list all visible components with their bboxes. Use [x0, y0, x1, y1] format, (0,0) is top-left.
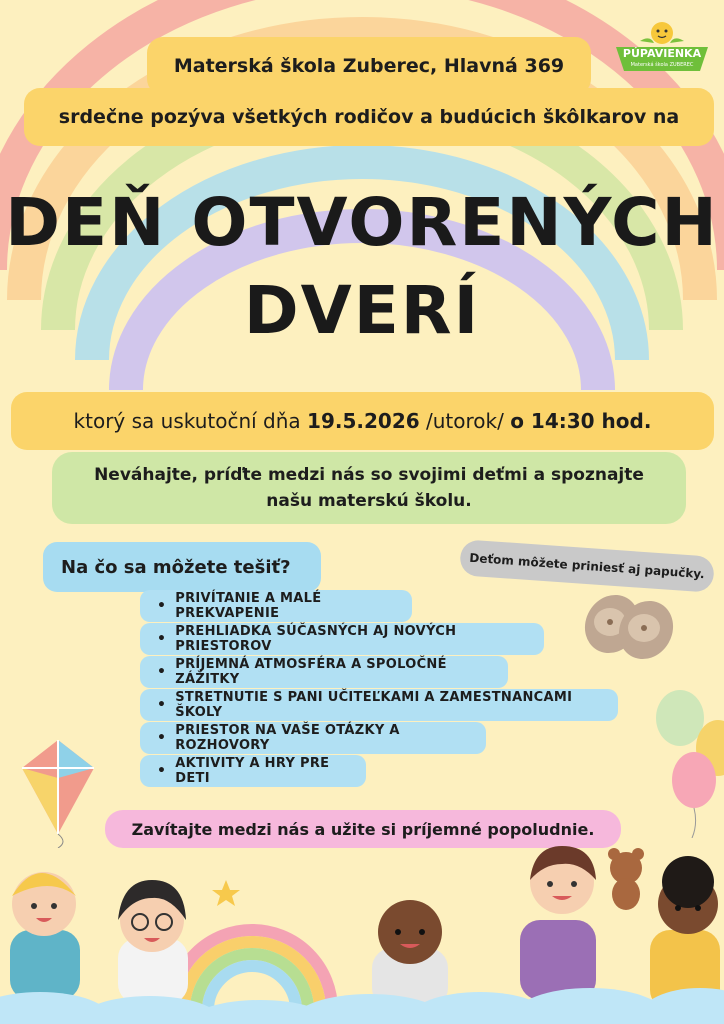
balloons-icon: [648, 688, 724, 838]
list-item: • PREHLIADKA SÚČASNÝCH AJ NOVÝCH PRIESTOROV: [140, 623, 544, 655]
list-item: • STRETNUTIE S PANI UČITEĽKAMI A ZAMESTNANCAMI ŠKOLY: [140, 689, 618, 721]
slippers-icon: [580, 588, 680, 660]
school-line: Materská škola Zuberec, Hlavná 369: [173, 55, 565, 77]
event-day: /utorok/: [419, 409, 511, 433]
list-item: • PRIESTOR NA VAŠE OTÁZKY A ROZHOVORY: [140, 722, 486, 754]
child-left-icon: [10, 872, 80, 1000]
logo-subtitle: Materská škola ZUBEREC: [630, 62, 694, 68]
children-illustration: [0, 840, 724, 1024]
child-far-right-icon: [650, 856, 720, 1010]
invite-line: srdečne pozýva všetkých rodičov a budúcich škôlkarov na: [58, 106, 680, 128]
closing-box: Zavítajte medzi nás a užite si príjemné popoludnie.: [105, 810, 621, 848]
expect-heading: Na čo sa môžete tešiť?: [43, 542, 321, 592]
invitation-line-1: Neváhajte, príďte medzi nás so svojimi deťmi a spoznajte: [94, 464, 644, 485]
school-logo: [614, 17, 710, 73]
event-time: o 14:30 hod.: [510, 409, 652, 433]
teddy-bear-icon: [608, 848, 644, 910]
child-middle-icon: [372, 900, 448, 1008]
school-line-box: [147, 37, 591, 95]
event-date-bar: [11, 392, 714, 450]
title-line-1: DEŇ OTVORENÝCH: [5, 184, 719, 261]
event-prefix: ktorý sa uskutoční dňa: [73, 409, 308, 433]
list-item: • PRÍJEMNÁ ATMOSFÉRA A SPOLOČNÉ ZÁŽITKY: [140, 656, 508, 688]
title-line-2: DVERÍ: [243, 272, 481, 349]
slippers-note: Deťom môžete priniesť aj papučky.: [459, 539, 715, 593]
logo-name: PÚPAVIENKA: [622, 47, 702, 60]
child-right-icon: [520, 846, 596, 1000]
invite-line-box: [24, 88, 714, 146]
event-date: 19.5.2026: [307, 409, 420, 433]
invitation-line-2: našu materskú školu.: [266, 491, 472, 511]
invitation-box: [52, 452, 686, 524]
list-item: • AKTIVITY A HRY PRE DETI: [140, 755, 366, 787]
child-glasses-icon: [118, 880, 188, 1004]
kite-icon: [18, 738, 98, 848]
list-item: • PRIVÍTANIE A MALÉ PREKVAPENIE: [140, 590, 412, 622]
